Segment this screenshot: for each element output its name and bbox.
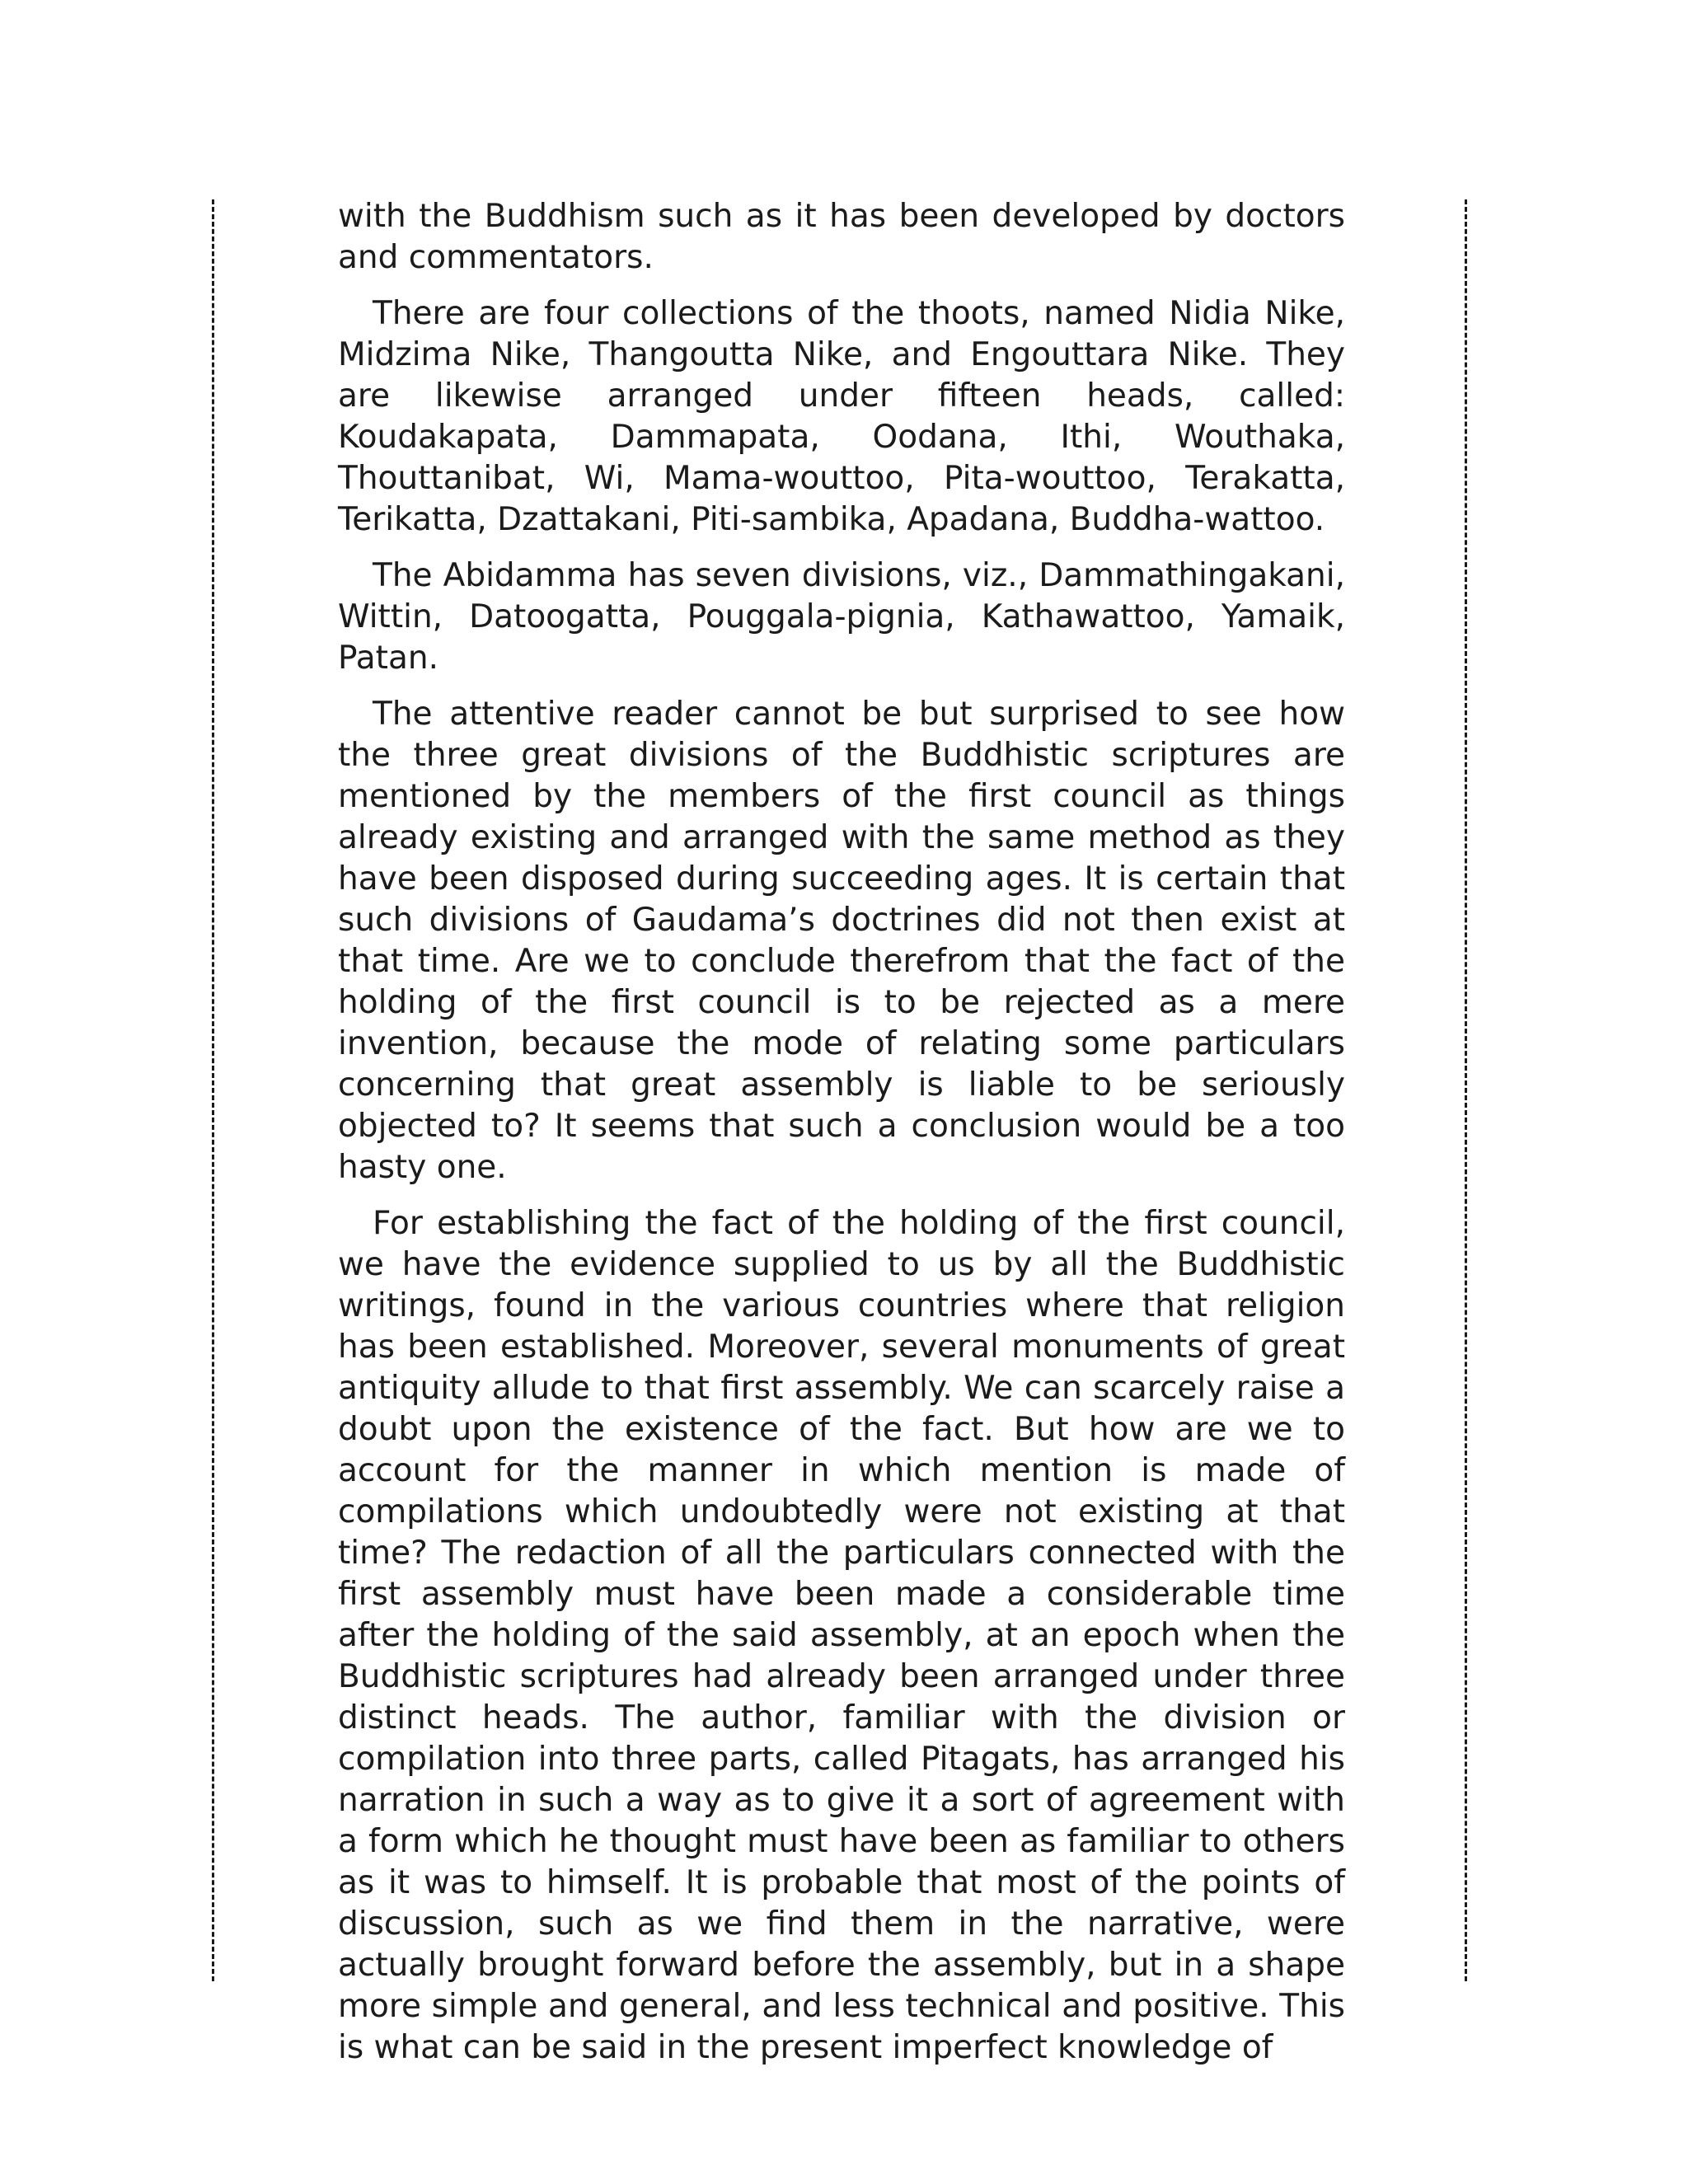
- paragraph-first-council-evidence: For establishing the fact of the holding of the first council, we have the evidence supplied to us by all the Buddhistic writings, found in the various countries where that religion has been established. Moreover, several monuments of great antiquity allude to that first assembly. We can scarcely raise a doubt upon the existence of the fact. But how are we to account for the manner in which mention is made of compilations which undoubtedly were not existing at that time? The redaction of all the particulars connected with the first assembly must have been made a considerable time after the holding of the said assembly, at an epoch when the Buddhistic scriptures had already been arranged under three distinct heads. The author, familiar with the division or compilation into three parts, called Pitagats, has arranged his narration in such a way as to give it a sort of agreement with a form which he thought must have been as familiar to others as it was to himself. It is probable that most of the points of discussion, such as we find them in the narrative, were actually brought forward before the assembly, but in a shape more simple and general, and less technical and positive. This is what can be said in the present imperfect knowledge of: [338, 1205, 1345, 2066]
- paragraph-abidamma-divisions: The Abidamma has seven divisions, viz., Dammathingakani, Wittin, Datoogatta, Pouggala-pignia, Kathawattoo, Yamaik, Patan.: [338, 557, 1345, 677]
- body-text: [338, 196, 1345, 2083]
- paragraph-attentive-reader: The attentive reader cannot be but surprised to see how the three great divisions of the Buddhistic scriptures are mentioned by the members of the first council as things already existing and arranged with the same method as they have been disposed during succeeding ages. It is certain that such divisions of Gaudama’s doctrines did not then exist at that time. Are we to conclude therefrom that the fact of the holding of the first council is to be rejected as a mere invention, because the mode of relating some particulars concerning that great assembly is liable to be seriously objected to? It seems that such a conclusion would be a too hasty one.: [338, 696, 1345, 1186]
- paragraph-continued: with the Buddhism such as it has been developed by doctors and commentators.: [338, 198, 1345, 276]
- left-margin-dashed-rule: [212, 199, 214, 1981]
- paragraph-thoots-collections: There are four collections of the thoots, named Nidia Nike, Midzima Nike, Thangoutta Nike, and Engouttara Nike. They are likewise arranged under fifteen heads, called: Koudakapata, Dammapata, Oodana, Ithi, Wouthaka, Thouttanibat, Wi, Mama-wouttoo, Pita-wouttoo, Terakatta, Terikatta, Dzattakani, Piti-sambika, Apadana, Buddha-wattoo.: [338, 295, 1345, 538]
- right-margin-dashed-rule: [1465, 199, 1467, 1981]
